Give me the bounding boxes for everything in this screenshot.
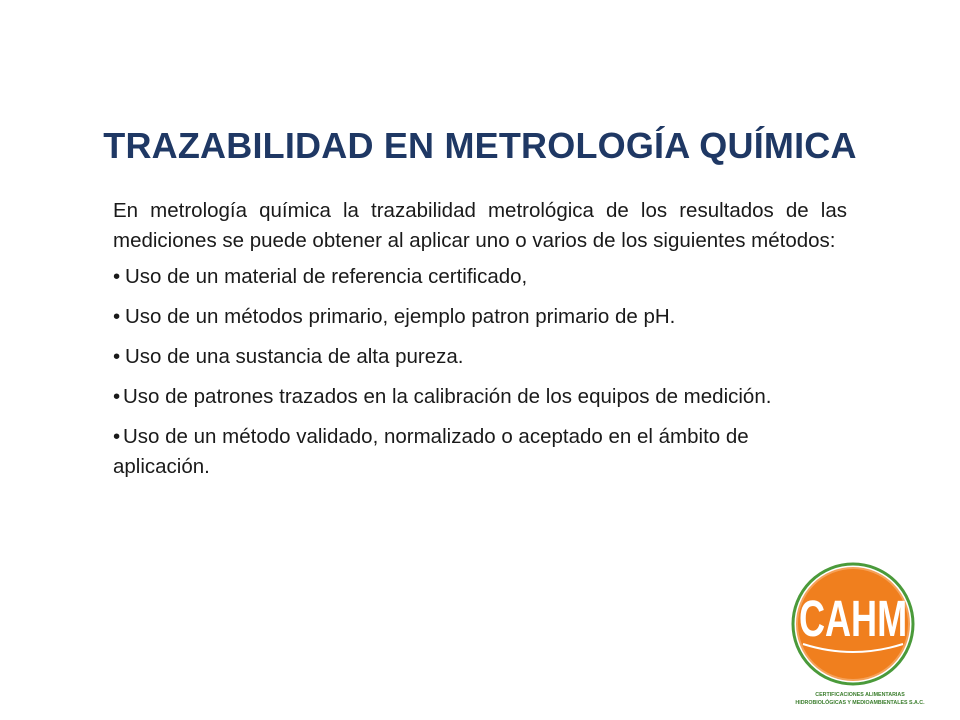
bullet-text: Uso de una sustancia de alta pureza.	[125, 345, 464, 368]
bullet-text: Uso de un métodos primario, ejemplo patron primario de pH.	[125, 305, 676, 328]
bullet-icon: •	[113, 265, 121, 288]
bullet-text: Uso de patrones trazados en la calibración de los equipos de medición.	[123, 385, 772, 408]
cahm-logo-graphic	[785, 560, 935, 690]
cahm-logo	[785, 560, 935, 715]
bullet-text: Uso de un material de referencia certificado,	[125, 265, 528, 288]
bullet-icon: •	[113, 305, 121, 328]
bullet-icon: •	[113, 385, 121, 408]
bullet-item	[113, 302, 847, 332]
logo-caption-line1: CERTIFICACIONES ALIMENTARIAS	[815, 692, 905, 698]
bullet-item	[113, 422, 847, 482]
bullet-text: Uso de un método validado, normalizado o aceptado en el ámbito de aplicación.	[113, 425, 749, 478]
bullet-item	[113, 382, 847, 412]
slide-body	[113, 196, 847, 482]
bullet-item	[113, 262, 847, 292]
logo-caption-line2: HIDROBIOLÓGICAS Y MEDIOAMBIENTALES S.A.C.	[795, 700, 925, 706]
logo-text: CAHM	[798, 590, 908, 648]
slide-title: TRAZABILIDAD EN METROLOGÍA QUÍMICA	[103, 125, 857, 166]
bullet-icon: •	[113, 345, 121, 368]
intro-paragraph: En metrología química la trazabilidad metrológica de los resultados de las mediciones se puede obtener al aplicar uno o varios de los siguientes métodos:	[113, 199, 847, 252]
bullet-item	[113, 342, 847, 372]
bullet-icon: •	[113, 425, 121, 448]
